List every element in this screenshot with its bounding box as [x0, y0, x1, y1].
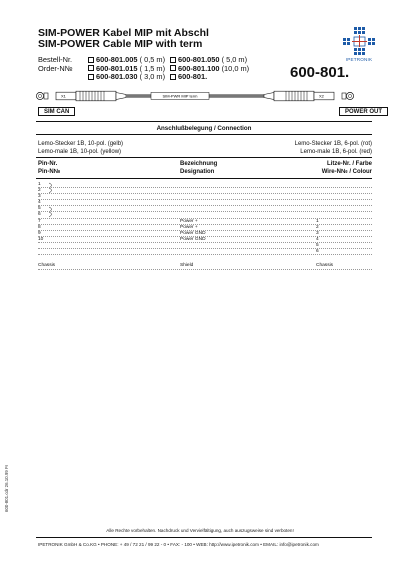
order-line-3	[38, 73, 249, 82]
logo-text: IPETRONIK	[345, 57, 373, 62]
header-desig-de: Bezeichnung	[180, 161, 218, 167]
order-code: 600-801.	[178, 72, 208, 82]
order-code: 600-801.030	[96, 72, 138, 82]
left-connector-info	[38, 140, 123, 156]
cell-desig: Power +	[180, 218, 198, 224]
cell-pin: 1	[38, 182, 41, 187]
file-reference: 600-801.cdr 26.10.99 Fr	[4, 464, 9, 512]
document-title	[38, 28, 209, 50]
header-wire-en: Wire-N№ / Colour	[321, 169, 372, 175]
left-pin-label: X1	[61, 93, 66, 99]
pin-table	[38, 182, 372, 255]
checkbox[interactable]	[88, 74, 94, 80]
divider	[36, 537, 372, 538]
checkbox[interactable]	[170, 65, 176, 71]
header-wire	[322, 160, 372, 176]
left-connector-en: Lemo-male 1B, 10-pol. (yellow)	[38, 149, 122, 155]
chassis-desig: Shield	[180, 263, 194, 268]
cable-label: SIM-PWR MIP term	[162, 93, 198, 99]
tag-power-out: POWER OUT	[339, 107, 388, 116]
cell-wire: 1	[316, 218, 319, 224]
cell-pin: 8	[38, 224, 41, 230]
header-designation	[180, 160, 217, 176]
left-connector-de: Lemo-Stecker 1B, 10-pol. (gelb)	[38, 141, 124, 147]
table-row	[38, 249, 372, 255]
section-title: Anschlußbelegung / Connection	[156, 125, 252, 132]
header-wire-de: Litze-Nr. / Farbe	[326, 161, 372, 167]
title-de: SIM-POWER Kabel MIP mit Abschl	[38, 27, 209, 39]
order-number-block	[38, 56, 249, 82]
cell-pin: 5	[38, 206, 41, 212]
order-length: ( 0,5 m)	[139, 55, 166, 64]
cell-wire: 4	[316, 236, 319, 242]
left-plug-body	[76, 91, 116, 101]
cell-pin: 4	[38, 200, 41, 206]
right-plug-body	[274, 91, 314, 101]
order-length: (10,0 m)	[221, 63, 250, 73]
order-length: ( 5,0 m)	[221, 55, 248, 64]
right-connector-de: Lemo-Stecker 1B, 6-pol. (rot)	[294, 141, 372, 147]
right-connector-en: Lemo-male 1B, 6-pol. (red)	[300, 149, 372, 155]
logo-grid-icon	[342, 26, 376, 56]
order-code: 600-801.050	[178, 55, 220, 64]
chassis-row	[38, 263, 372, 270]
divider	[36, 134, 372, 135]
checkbox[interactable]	[88, 57, 94, 63]
order-label-en: Order-N№	[38, 63, 73, 73]
cell-wire: 2	[316, 224, 319, 230]
order-label-de: Bestell-Nr.	[38, 55, 73, 64]
cell-desig: Power GND	[180, 230, 206, 236]
checkbox[interactable]	[170, 74, 176, 80]
footer-contact: IPETRONIK GmbH & Co.KG • PHONE: + 49 / 72 21 / 99 22 - 0 • FAX: - 100 • WEB: http://www.ipetronik.com • EMAIL: info@ipetronik.com	[38, 542, 319, 547]
chassis-wire: Chassis	[316, 263, 334, 268]
title-en: SIM-POWER Cable MIP with term	[38, 38, 203, 50]
chassis-pin: Chassis	[38, 263, 56, 268]
order-code: 600-801.005	[96, 55, 138, 64]
cell-pin: 10	[38, 236, 44, 242]
cable-drawing	[34, 89, 370, 107]
cell-wire: 3	[316, 230, 319, 236]
cell-pin: 3	[38, 194, 41, 200]
cell-desig: Power +	[180, 224, 198, 230]
header-desig-en: Designation	[180, 169, 215, 175]
cell-wire: 5	[316, 242, 319, 248]
right-pin-label: X2	[319, 93, 324, 99]
order-code: 600-801.100	[178, 63, 220, 73]
order-length: ( 3,0 m)	[139, 72, 166, 82]
checkbox[interactable]	[88, 65, 94, 71]
cell-pin: 6	[38, 212, 41, 218]
rights-notice: Alle Rechte vorbehalten. Nachdruck und Vervielfältigung, auch auszugsweise sind verboten!	[106, 528, 294, 533]
cell-wire: 6	[316, 249, 319, 255]
tag-sim-can: SIM CAN	[38, 107, 75, 116]
right-connector-face-icon	[346, 92, 353, 99]
cell-pin: 2	[38, 188, 41, 194]
header-pin	[38, 160, 60, 176]
cell-pin: 7	[38, 218, 41, 224]
order-length: ( 1,5 m)	[139, 63, 166, 73]
divider	[36, 121, 372, 122]
cell-desig: Power GND	[180, 236, 206, 242]
cell-pin: 9	[38, 230, 41, 236]
order-code: 600-801.015	[96, 63, 138, 73]
header-pin-en: Pin-N№	[38, 169, 61, 175]
right-connector-info	[295, 140, 372, 156]
checkbox[interactable]	[170, 57, 176, 63]
left-connector-face-icon	[36, 92, 43, 99]
article-number: 600-801.	[290, 64, 350, 81]
header-pin-de: Pin-Nr.	[38, 161, 58, 167]
divider	[36, 178, 372, 179]
ipetronik-logo	[342, 26, 376, 62]
divider	[36, 157, 372, 158]
